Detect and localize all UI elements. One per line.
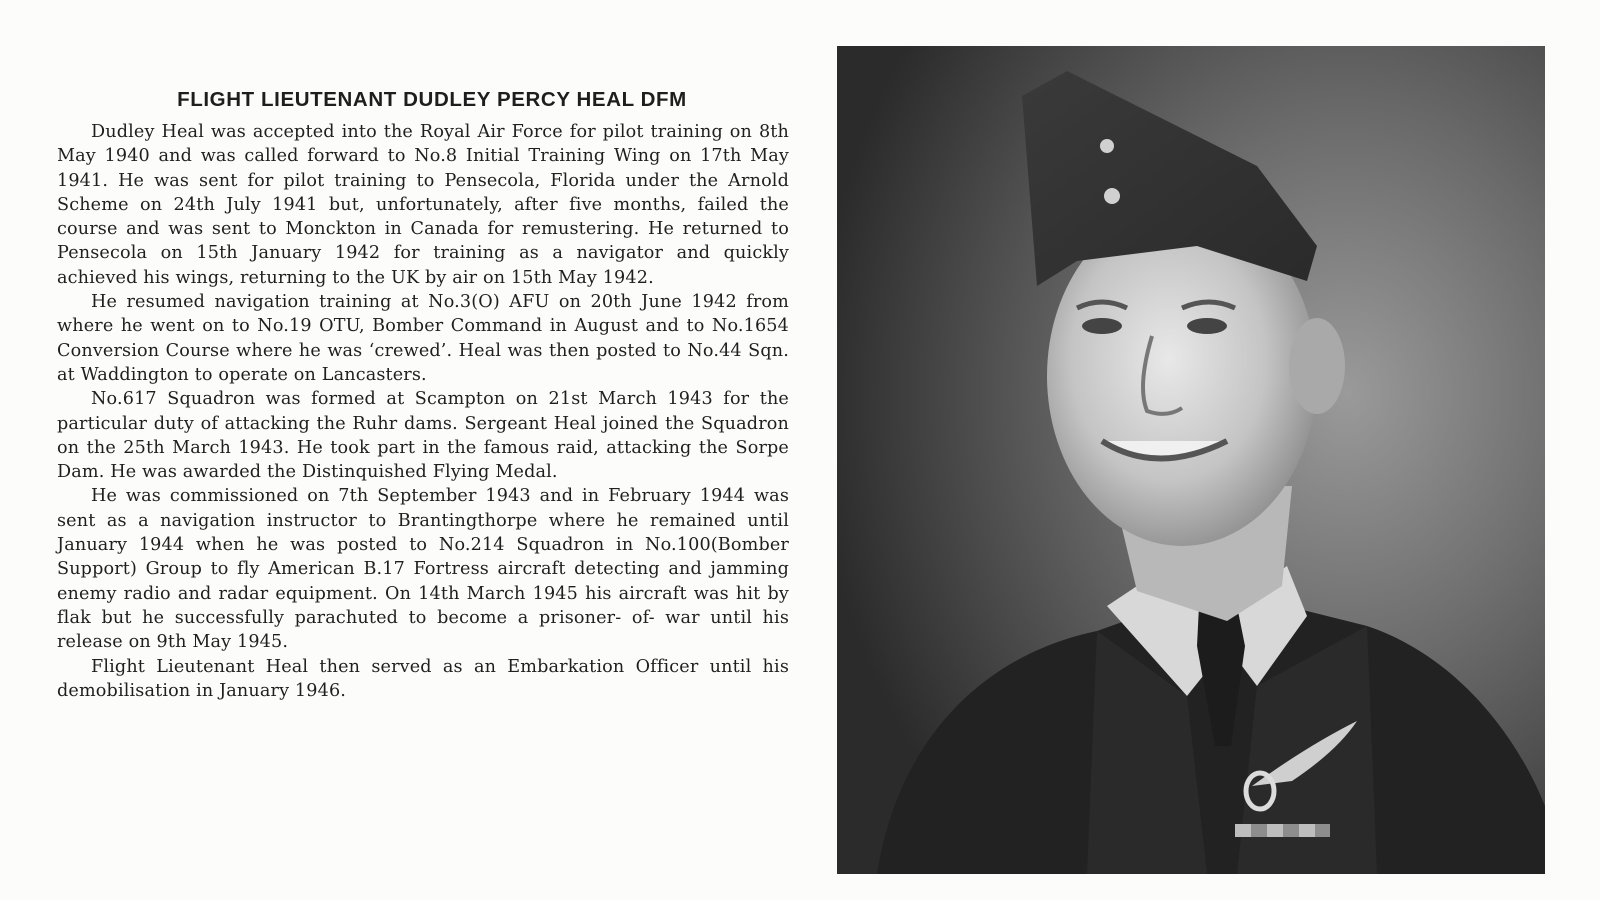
portrait-illustration [837,46,1545,874]
portrait-photo [837,46,1545,874]
paragraph-4: He was commissioned on 7th September 1943 and in February 1944 was sent as a navigation instructor to Brantingthorpe where he remained until January 1944 when he was posted to No.214 Squadron in No.100(Bomber Support) Group to fly American B.17 Fortress aircraft detecting and jamming enemy radio and radar equipment. On 14th March 1945 his aircraft was hit by flak but he successfully parachuted to become a prisoner- of- war until his release on 9th May 1945. [57,486,789,653]
paragraph-2: He resumed navigation training at No.3(O) AFU on 20th June 1942 from where he went on to No.19 OTU, Bomber Command in August and to No.1654 Conversion Course where he was ‘crewed’. Heal was then posted to No.44 Sqn. at Waddington to operate on Lancasters. [57,292,789,385]
paragraph-5: Flight Lieutenant Heal then served as an Embarkation Officer until his demobilisation in January 1946. [57,656,789,701]
paragraph-3: No.617 Squadron was formed at Scampton on 21st March 1943 for the particular duty of attacking the Ruhr dams. Sergeant Heal joined the Squadron on the 25th March 1943. He took part in the famous raid, attacking the Sorpe Dam. He was awarded the Distinquished Flying Medal. [57,389,789,483]
paragraph-1: Dudley Heal was accepted into the Royal Air Force for pilot training on 8th May 1940 and was called forward to No.8 Initial Training Wing on 17th May 1941. He was sent for pilot training to Pensecola, Florida under the Arnold Scheme on 24th July 1941 but, unfortunately, after five months, failed the course and was sent to Monckton in Canada for remustering. He returned to Pensecola on 15th January 1942 for training as a navigator and quickly achieved his wings, returning to the UK by air on 15th May 1942. [57,122,789,288]
page-title: FLIGHT LIEUTENANT DUDLEY PERCY HEAL DFM [177,88,687,111]
biography-text-column [57,88,789,703]
